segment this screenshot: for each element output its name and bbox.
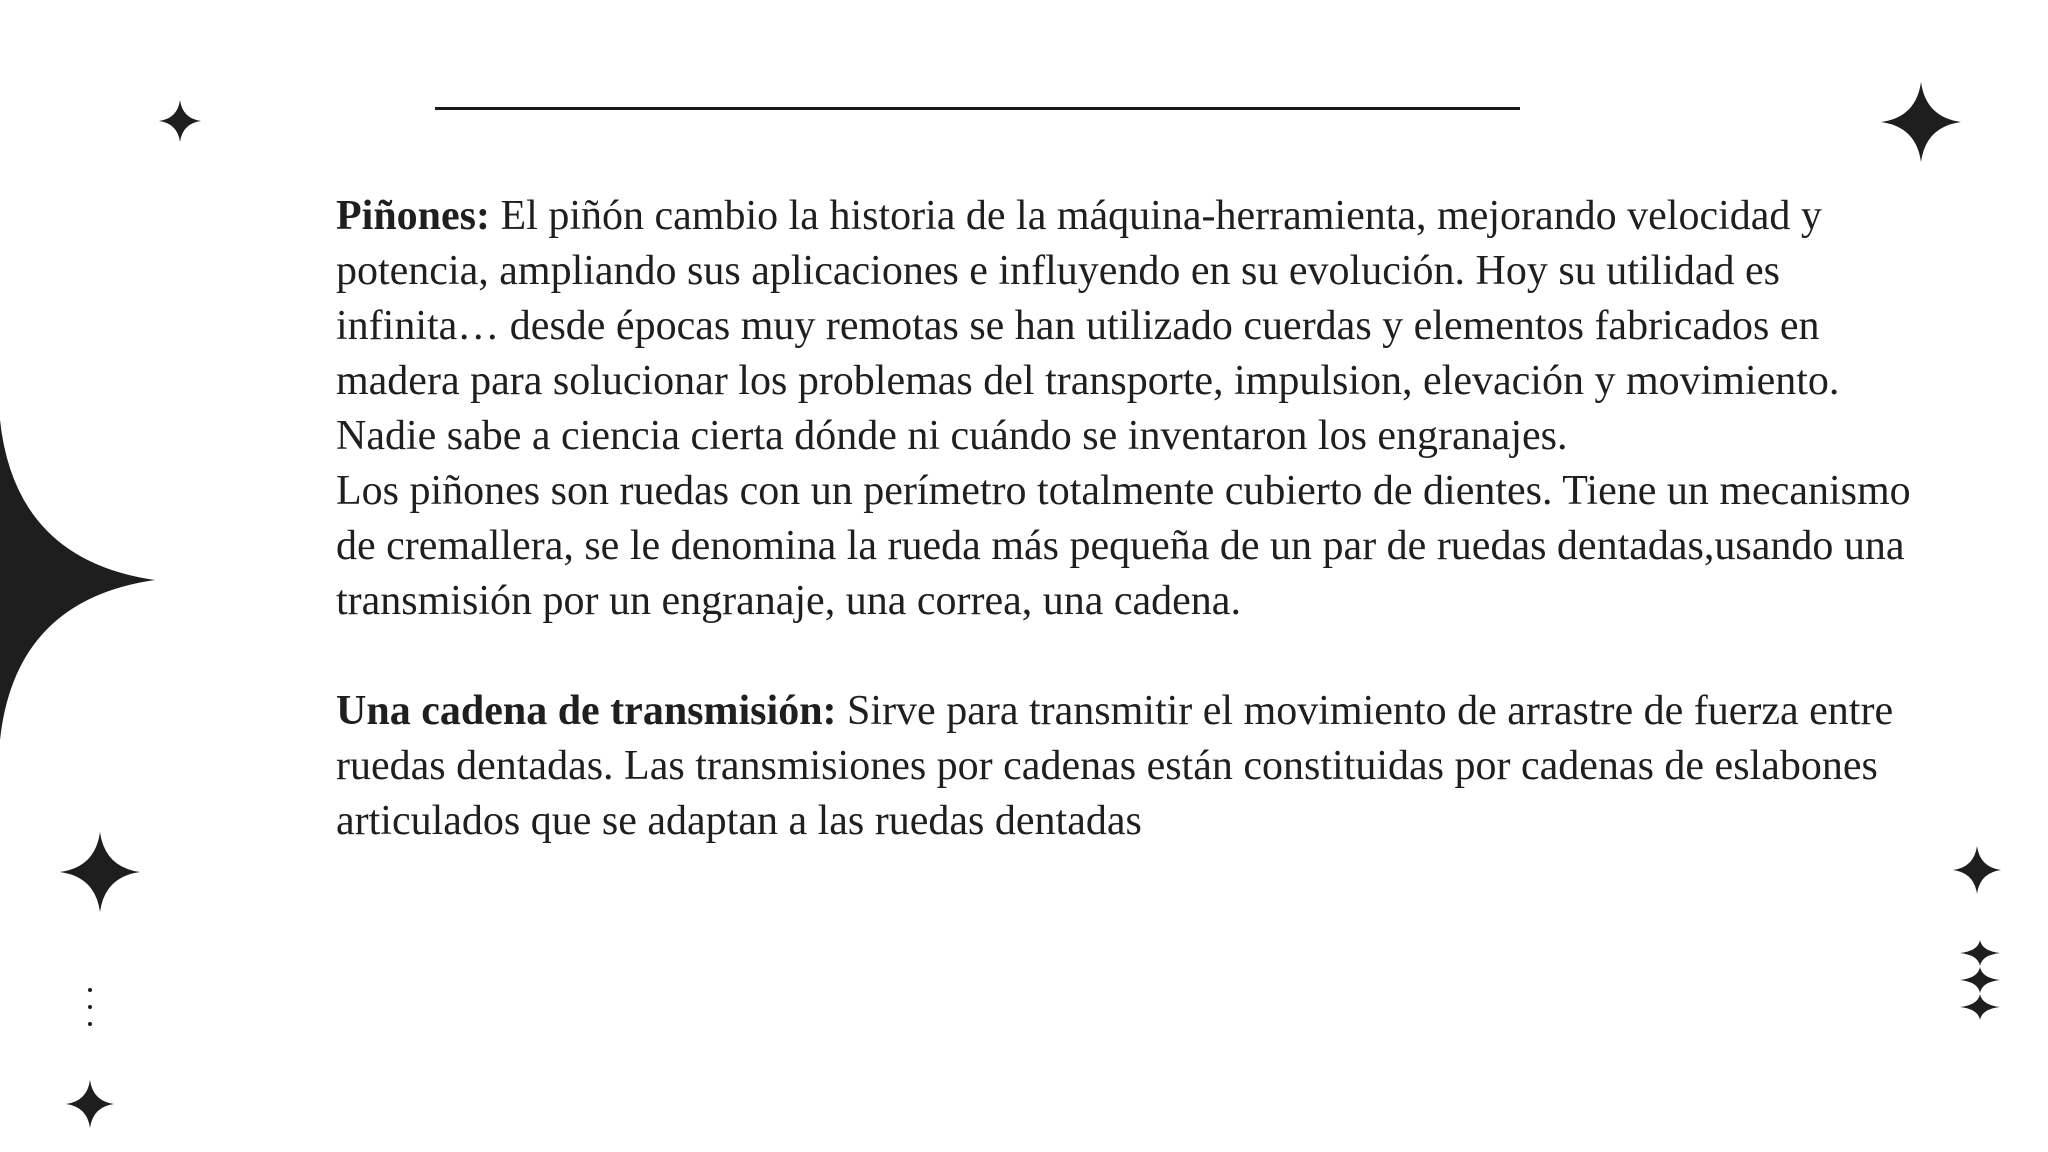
sparkle-icon bbox=[159, 100, 201, 142]
term-pinones: Piñones: bbox=[336, 193, 491, 239]
paragraph-pinones bbox=[336, 189, 1916, 464]
sparkle-stack-icon bbox=[1960, 940, 2000, 1020]
body-text bbox=[336, 189, 1916, 849]
text-cadena: Sirve para transmitir el movimiento de arrastre de fuerza entre ruedas dentadas. Las transmisiones por cadenas están constituidas por cadenas de eslabones articulados que se adaptan a las ruedas dentadas bbox=[336, 688, 1894, 844]
text-pinones: El piñón cambio la historia de la máquina-herramienta, mejorando velocidad y potencia, ampliando sus aplicaciones e influyendo en su evolución. Hoy su utilidad es infinita… desde épocas muy remotas se han utilizado cuerdas y elementos fabricados en madera para solucionar los problemas del transporte, impulsion, elevación y movimiento. Nadie sabe a ciencia cierta dónde ni cuándo se inventaron los engranajes. bbox=[336, 193, 1840, 459]
text-pinones-definition: Los piñones son ruedas con un perímetro totalmente cubierto de dientes. Tiene un mecanismo de cremallera, se le denomina la rueda más pequeña de un par de ruedas dentadas,usando una transmisión por un engranaje, una correa, una cadena. bbox=[336, 468, 1911, 624]
dot-icon bbox=[88, 988, 92, 992]
paragraph-pinones-definition bbox=[336, 464, 1916, 629]
sparkle-icon bbox=[1953, 846, 2001, 894]
dot-icon bbox=[88, 1022, 92, 1026]
sparkle-icon bbox=[60, 832, 140, 912]
sparkle-icon bbox=[66, 1080, 114, 1128]
sparkle-icon bbox=[1881, 82, 1961, 162]
paragraph-cadena bbox=[336, 684, 1916, 849]
dot-icon bbox=[88, 1005, 92, 1009]
large-sparkle-icon bbox=[0, 420, 160, 740]
top-divider-line bbox=[435, 107, 1520, 110]
paragraph-spacer bbox=[336, 629, 1916, 684]
term-cadena: Una cadena de transmisión: bbox=[336, 688, 837, 734]
